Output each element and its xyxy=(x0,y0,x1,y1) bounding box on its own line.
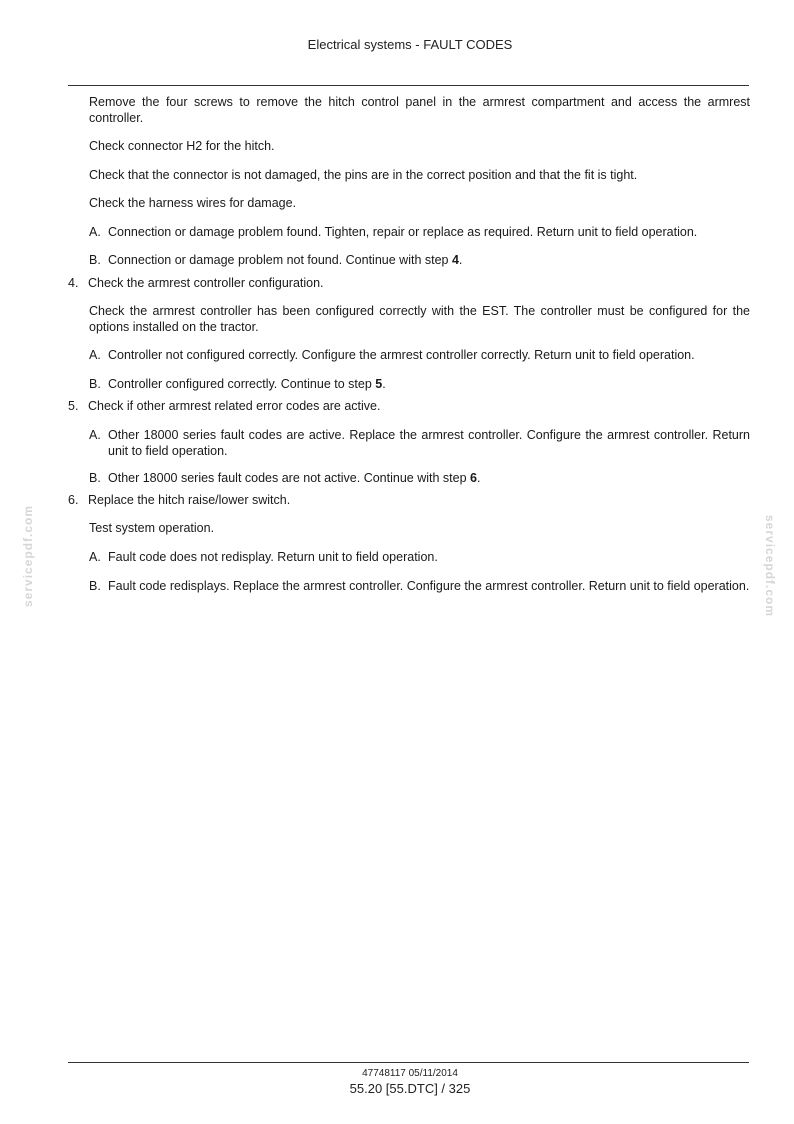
substep-text: Fault code does not redisplay. Return unit to field operation. xyxy=(108,550,438,564)
step-reference: 5 xyxy=(375,377,383,391)
substep-letter: B. xyxy=(89,253,101,267)
footer-document-number: 47748117 05/11/2014 xyxy=(362,1068,458,1079)
substep-end: . xyxy=(458,253,463,267)
step-text: Replace the hitch raise/lower switch. xyxy=(88,493,291,507)
paragraph-remove-screws: Remove the four screws to remove the hitch control panel in the armrest compartment and access the armrest controller. xyxy=(89,95,750,125)
step-number: 4. xyxy=(68,276,79,290)
step-reference: 6 xyxy=(470,471,477,485)
step-5 xyxy=(68,399,750,415)
substep-text: Fault code redisplays. Replace the armrest controller. Configure the armrest controller. Return unit to field operation. xyxy=(108,579,750,593)
substep-end: . xyxy=(476,471,481,485)
substep-3b xyxy=(89,253,750,269)
substep-letter: B. xyxy=(89,579,101,593)
page-header-title: Electrical systems - FAULT CODES xyxy=(307,37,513,52)
substep-letter: A. xyxy=(89,348,101,362)
step-text: Check the armrest controller configuration. xyxy=(88,276,324,290)
paragraph-test-operation: Test system operation. xyxy=(89,521,215,535)
substep-4b xyxy=(89,377,750,393)
substep-end: . xyxy=(382,377,386,391)
substep-text: Other 18000 series fault codes are active. Replace the armrest controller. Configure the armrest controller. Return unit to field operation. xyxy=(108,428,750,458)
substep-text: Connection or damage problem not found. Continue with step xyxy=(108,253,452,267)
header-rule xyxy=(68,85,749,86)
substep-text: Controller configured correctly. Continue to step xyxy=(108,377,376,391)
substep-letter: A. xyxy=(89,428,101,442)
substep-text: Other 18000 series fault codes are not active. Continue with step xyxy=(108,471,471,485)
substep-5b xyxy=(89,471,750,487)
substep-letter: B. xyxy=(89,377,101,391)
substep-letter: A. xyxy=(89,550,101,564)
substep-3a xyxy=(89,225,750,241)
step-6 xyxy=(68,493,750,509)
step-4 xyxy=(68,276,750,292)
substep-text: Controller not configured correctly. Configure the armrest controller correctly. Return unit to field operation. xyxy=(108,348,695,362)
footer-rule xyxy=(68,1062,749,1063)
substep-6a xyxy=(89,550,750,566)
step-number: 6. xyxy=(68,493,79,507)
paragraph-check-pins: Check that the connector is not damaged, the pins are in the correct position and that the fit is tight. xyxy=(89,168,638,182)
footer-page-number: 55.20 [55.DTC] / 325 xyxy=(349,1081,471,1096)
substep-letter: B. xyxy=(89,471,101,485)
substep-text: Connection or damage problem found. Tighten, repair or replace as required. Return unit to field operation. xyxy=(108,225,698,239)
watermark-left: servicepdf.com xyxy=(21,504,35,607)
step-text: Check if other armrest related error codes are active. xyxy=(88,399,381,413)
substep-letter: A. xyxy=(89,225,101,239)
watermark-right: servicepdf.com xyxy=(763,515,777,618)
step-reference: 4 xyxy=(451,253,459,267)
substep-4a xyxy=(89,348,750,364)
paragraph-check-connector: Check connector H2 for the hitch. xyxy=(89,139,275,153)
paragraph-check-configuration: Check the armrest controller has been configured correctly with the EST. The controller must be configured for the options installed on the tractor. xyxy=(89,304,750,334)
step-number: 5. xyxy=(68,399,79,413)
substep-5a xyxy=(89,428,750,459)
substep-6b xyxy=(89,579,750,595)
paragraph-check-harness: Check the harness wires for damage. xyxy=(89,196,297,210)
